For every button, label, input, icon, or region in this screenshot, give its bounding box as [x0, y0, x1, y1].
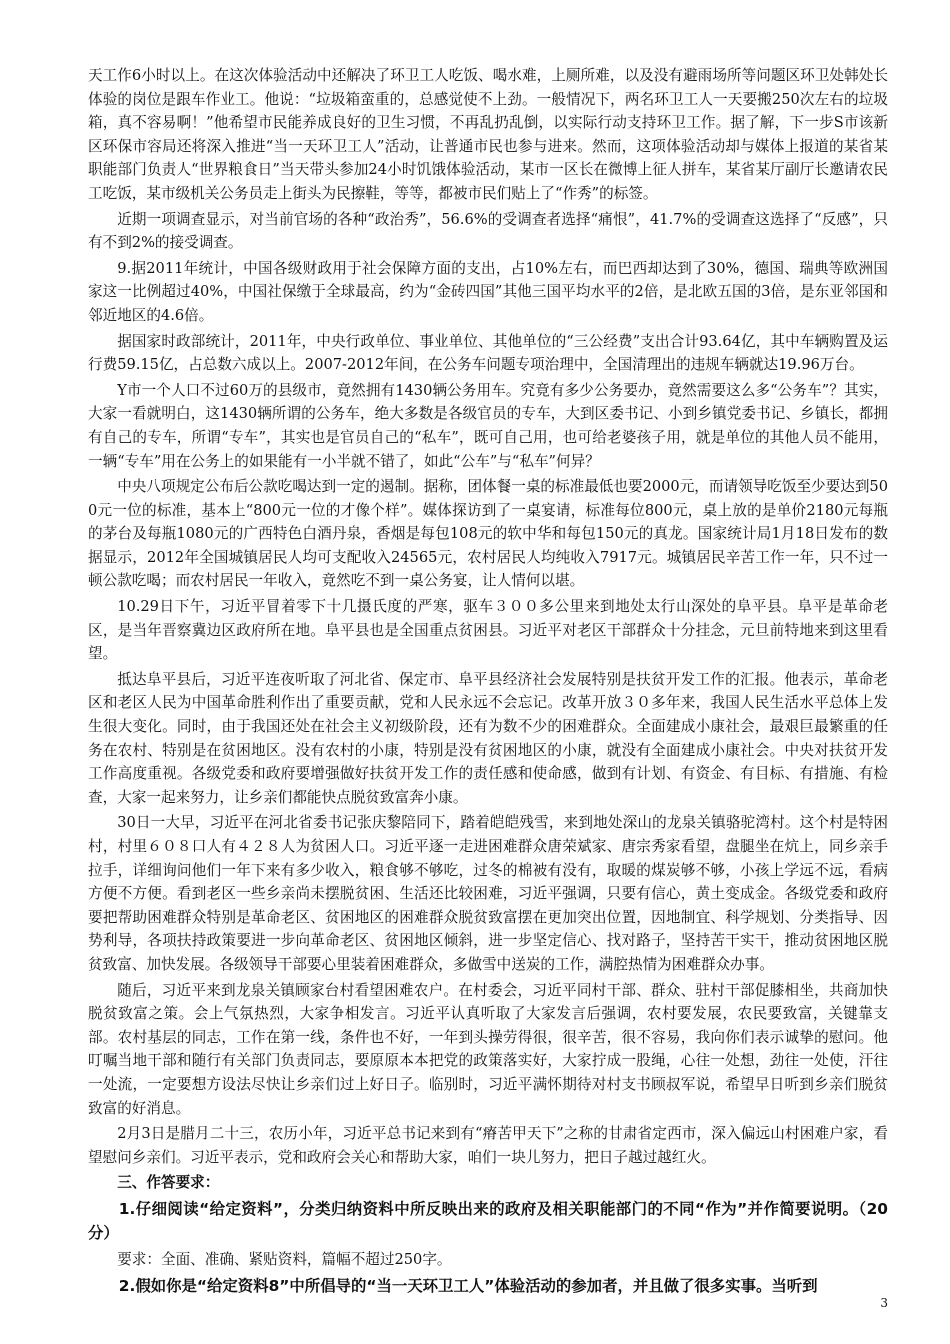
- paragraph-gujiatai-village: 随后，习近平来到龙泉关镇顾家台村看望困难农户。在村委会，习近平同村干部、群众、驻村干部促膝相坐，共商加快脱贫致富之策。会上气氛热烈，大家争相发言。习近平认真听取了大家发言后强调，农村要发展，农民要致富，关键靠支部。农村基层的同志，工作在第一线，条件也不好，一年到头操劳得很，很辛苦，很不容易，我向你们表示诚挚的慰问。他叮嘱当地干部和随行有关部门负责同志，要原原本本把党的政策落实好，大家拧成一股绳，心往一处想，劲往一处使，汗往一处流，一定要想方设法尽快让乡亲们过上好日子。临别时，习近平满怀期待对村支书顾叔军说，希望早日听到乡亲们脱贫致富的好消息。: [88, 981, 888, 1117]
- paragraph-official-cars: Y市一个人口不过60万的县级市，竟然拥有1430辆公务用车。究竟有多少公务要办，竟然需要这么多“公务车”？其实，大家一看就明白，这1430辆所谓的公务车，绝大多数是各级官员的专车，大到区委书记、小到乡镇党委书记、乡镇长，都拥有自己的专车，所谓“专车”，其实也是官员自己的“私车”，既可自己用，也可给老婆孩子用，就是单位的其他人员不能用，一辆“专车”用在公务上的如果能有一小半就不错了，如此“公车”与“私车”何异？: [88, 381, 888, 470]
- paragraph-social-security: 9.据2011年统计，中国各级财政用于社会保障方面的支出，占10%左右，而巴西却达到了30%，德国、瑞典等欧洲国家这一比例超过40%，中国社保缴于全球最高，约为“金砖四国”其他三国平均水平的2倍，是北欧五国的3倍，是东亚邻国和邻近地区的4.6倍。: [88, 259, 888, 324]
- paragraph-poverty-report: 抵达阜平县后，习近平连夜听取了河北省、保定市、阜平县经济社会发展特别是扶贫开发工作的汇报。他表示，革命老区和老区人民为中国革命胜利作出了重要贡献，党和人民永远不会忘记。改革开放３０多年来，我国人民生活水平总体上发生很大变化。同时，由于我国还处在社会主义初级阶段，还有为数不少的困难群众。全面建成小康社会，最艰巨最繁重的任务在农村、特别是在贫困地区。没有农村的小康，特别是没有贫困地区的小康，就没有全面建成小康社会。中央对扶贫开发工作高度重视。各级党委和政府要增强做好扶贫开发工作的责任感和使命感，做到有计划、有资金、有目标、有措施、有检查，大家一起来努力，让乡亲们都能快点脱贫致富奔小康。: [88, 670, 888, 806]
- question-1: 1.仔细阅读“给定资料”，分类归纳资料中所反映出来的政府及相关职能部门的不同“作为”并作简要说明。（20分）: [88, 1199, 888, 1243]
- paragraph-fuping-visit: 10.29日下午，习近平冒着零下十几摄氏度的严寒，驱车３００多公里来到地处太行山深处的阜平县。阜平是革命老区，是当年晋察冀边区政府所在地。阜平县也是全国重点贫困县。习近平对老区干部群众十分挂念，元旦前特地来到这里看望。: [88, 598, 888, 663]
- page-number: 3: [880, 1296, 888, 1310]
- paragraph-survey: 近期一项调查显示，对当前官场的各种“政治秀”，56.6%的受调查者选择“痛恨”，41.7%的受调查这选择了“反感”，只有不到2%的接受调查。: [88, 210, 888, 252]
- question-1-requirement: 要求：全面、准确、紧贴资料，篇幅不超过250字。: [117, 1250, 452, 1268]
- section-heading-requirements: 三、作答要求：: [117, 1174, 220, 1192]
- paragraph-luotuowan-village: 30日一大早，习近平在河北省委书记张庆黎陪同下，踏着皑皑残雪，来到地处深山的龙泉关镇骆驼湾村。这个村是特困村，村里６０８口人有４２８人为贫困人口。习近平逐一走进困难群众唐荣斌家、唐宗秀家看望，盘腿坐在炕上，同乡亲手拉手，详细询问他们一年下来有多少收入，粮食够不够吃，过冬的棉被有没有，取暖的煤炭够不够，小孩上学远不远，看病方便不方便。看到老区一些乡亲尚未摆脱贫困、生活还比较困难，习近平强调，只要有信心，黄土变成金。各级党委和政府要把帮助困难群众特别是革命老区、贫困地区的困难群众脱贫致富摆在更加突出位置，因地制宜、科学规划、分类指导、因势利导，各项扶持政策要进一步向革命老区、贫困地区倾斜，进一步坚定信心、找对路子，坚持苦干实干，推动贫困地区脱贫致富、加快发展。各级领导干部要心里装着困难群众，多做雪中送炭的工作，满腔热情为困难群众办事。: [88, 814, 888, 973]
- paragraph-sanitation-continued: 天工作6小时以上。在这次体验活动中还解决了环卫工人吃饭、喝水难，上厕所难，以及没有避雨场所等问题区环卫处韩处长体验的岗位是跟车作业工。他说：“垃圾箱蛮重的，总感觉使不上劲。一般情况下，两名环卫工人一天要搬250次左右的垃圾箱，真不容易啊！”他希望市民能养成良好的卫生习惯，不再乱扔乱倒，以实际行动支持环卫工作。据了解，下一步S市该新区环保市容局还将深入推进“当一天环卫工人”活动，让普通市民也参与进来。然而，这项体验活动却与媒体上报道的某省某职能部门负责人“世界粮食日”当天带头参加24小时饥饿体验活动，某市一区长在微博上征人拼车，某省某厅副厅长邀请农民工吃饭，某市级机关公务员走上街头为民擦鞋，等等，都被市民们贴上了“作秀”的标签。: [88, 67, 888, 202]
- document-body: [88, 64, 888, 1300]
- paragraph-banquet: 中央八项规定公布后公款吃喝达到一定的遏制。据称，团体餐一桌的标准最低也要2000元，而请领导吃饭至少要达到500元一位的标准，基本上“800元一位的才像个样”。媒体探访到了一桌宴请，标准每位800元，桌上放的是单价2180元每瓶的茅台及每瓶1080元的广西特色白酒丹泉，香烟是每包108元的软中华和每包150元的真龙。国家统计局1月18日发布的数据显示，2012年全国城镇居民人均可支配收入24565元，农村居民人均纯收入7917元。城镇居民辛苦工作一年，只不过一顿公款吃喝；而农村居民一年收入，竟然吃不到一桌公务宴，让人情何以堪。: [88, 478, 888, 590]
- question-2: 2.假如你是“给定资料8”中所倡导的“当一天环卫工人”体验活动的参加者，并且做了很多实事。当听到: [118, 1276, 818, 1295]
- paragraph-dingxi-visit: 2月3日是腊月二十三，农历小年，习近平总书记来到有“瘠苦甲天下”之称的甘肃省定西市，深入偏远山村困难户家，看望慰问乡亲们。习近平表示，党和政府会关心和帮助大家，咱们一块儿努力，把日子越过越红火。: [88, 1125, 888, 1166]
- paragraph-three-public-expenses: 据国家时政部统计，2011年，中央行政单位、事业单位、其他单位的“三公经费”支出合计93.64亿，其中车辆购置及运行费59.15亿，占总数六成以上。2007-2012年间，在公务车问题专项治理中，全国清理出的违规车辆就达19.96万台。: [88, 332, 888, 374]
